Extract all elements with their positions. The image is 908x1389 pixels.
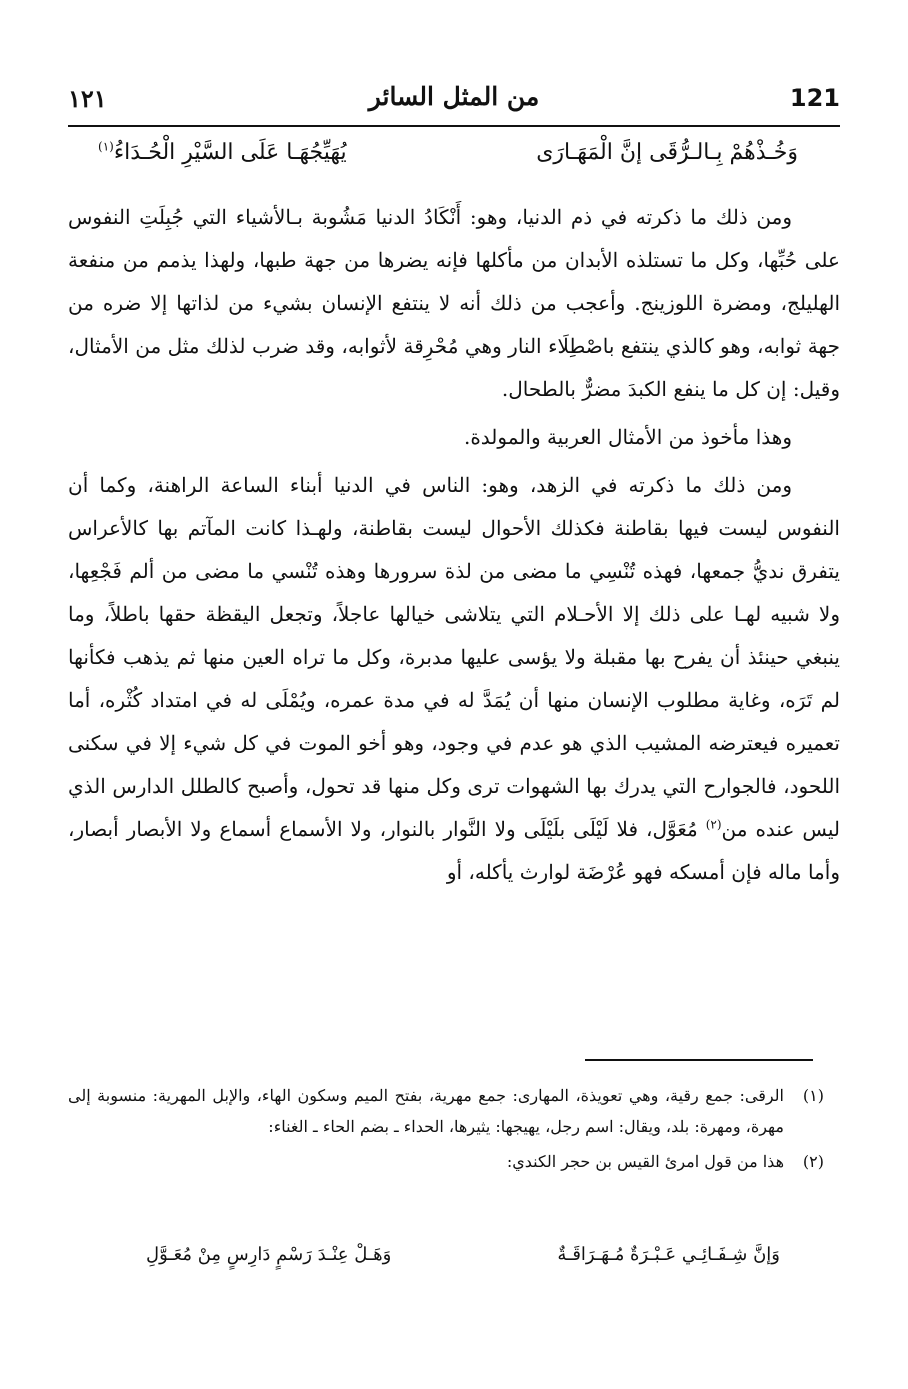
footnote-verse-second-hemistich: وَهَـلْ عِنْـدَ رَسْمٍ دَارِسٍ مِنْ مُعَـوَّلِ <box>146 1244 392 1265</box>
footnote-2-marker: (٢) <box>802 1152 824 1171</box>
main-text <box>68 196 840 894</box>
paragraph-asceticism <box>68 464 840 894</box>
page-number-arabic: ١٢١ <box>68 84 107 113</box>
verse-second-hemistich <box>98 140 347 165</box>
footnote-1-text: الرقى: جمع رقية، وهي تعويذة، المهارى: جمع مهرية، بفتح الميم وسكون الهاء، والإبل المهرية: منسوبة إلى مهرة، ومهرة: بلد، ويقال: اسم رجل، يهيجها: يثيرها، الحداء ـ بضم الحاء ـ الغناء: <box>68 1086 784 1136</box>
footnote-1-marker: (١) <box>802 1086 824 1105</box>
paragraph-proverb-source: وهذا مأخوذ من الأمثال العربية والمولدة. <box>463 425 792 449</box>
footnote-1 <box>68 1080 824 1142</box>
running-title: من المثل السائر <box>368 82 540 111</box>
footnote-separator <box>585 1059 813 1061</box>
paragraph-asceticism-text-b: مُعَوَّل، فلا لَيْلَى بلَيْلَى ولا النَّوار بالنوار، ولا الأسماع أسماع ولا الأبصار أبصار، وأما ماله فإن أمسكه فهو عُرْضَة لوارث يأكله، أو <box>68 817 840 884</box>
footnote-verse-first-hemistich: وَإنَّ شِـفَـائِـي عَـبْـرَةٌ مُـهَـرَاقَـةٌ <box>557 1244 780 1265</box>
footnote-ref-1[interactable]: (١) <box>98 139 114 154</box>
footnote-ref-2[interactable]: (٢) <box>705 817 722 832</box>
page-header <box>68 82 840 122</box>
footnote-2-text: هذا من قول امرئ القيس بن حجر الكندي: <box>506 1152 784 1171</box>
footnote-2 <box>68 1146 824 1177</box>
page-number-latin: 121 <box>789 84 840 112</box>
header-rule <box>68 125 840 127</box>
paragraph-asceticism-text-a: ومن ذلك ما ذكرته في الزهد، وهو: الناس في الدنيا أبناء الساعة الراهنة، وكما أن النفوس ليست فيها بقاطنة فكذلك الأحوال ليست بقاطنة، ولهـذا كانت المآتم بها كالأعراس يتفرق نديُّ جمعها، فهذه تُنْسِي ما مضى من لذة سرورها وهذه تُنْسي ما مضى من ألم فَجْعِها، ولا شبيه لهـا على ذلك إلا الأحـلام التي يتلاشى خيالها عاجلاً، وتجعل اليقظة حقها باطلاً، وما ينبغي حينئذ أن يفرح بها مقبلة ولا يؤسى عليها مدبرة، وكل ما تراه العين منها ثم يذهب فكأنها لم تَرَه، وغاية مطلوب الإنسان منها أن يُمَدَّ له في مدة عمره، ويُمْلَى له في امتداد كُثْره، أما تعميره فيعترضه المشيب الذي هو عدم في وجود، وهو أخو الموت في كل شيء إلا في سكنى اللحود، فالجوارح التي يدرك بها الشهوات ترى وكل منها قد تحول، وأصبح كالطلل الدارس الذي ليس عنده من <box>68 473 841 841</box>
footnote-verse <box>68 1244 824 1280</box>
verse-second-hemistich-text: يُهَيِّجُهَـا عَلَى السَّيْرِ الْحُـدَاءُ <box>113 140 347 165</box>
paragraph-world-dispraise: ومن ذلك ما ذكرته في ذم الدنيا، وهو: أَنْكَادُ الدنيا مَشُوبة بـالأشياء التي جُبِلَتِ النفوس على حُبِّها، وكل ما تستلذه الأبدان من مأكلها فإنه يضرها من جهة طبها، ولهذا يذمم من منفعة الهليلج، ومضرة اللوزينج. وأعجب من ذلك أنه لا ينتفع الإنسان بشيء من لذاتها إلا ضره من جهة ثوابه، وهو كالذي ينتفع باصْطِلَاء النار وهي مُحْرِقة لأثوابه، وقد ضرب لذلك مثل من الأمثال، وقيل: إن كل ما ينفع الكبدَ مضرٌّ بالطحال. <box>68 205 840 401</box>
poem-verse <box>68 136 840 176</box>
verse-first-hemistich: وَخُـذْهُمْ بِـالـرُّقَى إنَّ الْمَهَـارَى <box>536 140 798 165</box>
footnotes <box>68 1080 824 1181</box>
